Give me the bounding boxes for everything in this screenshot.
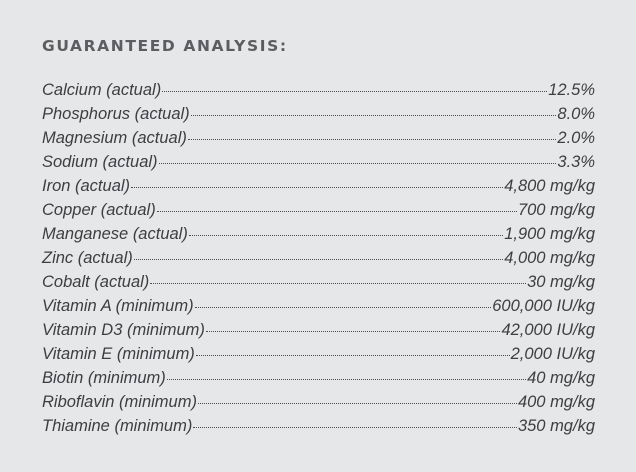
dot-leader	[195, 306, 492, 308]
nutrient-name: Cobalt (actual)	[42, 273, 150, 291]
nutrient-name: Copper (actual)	[42, 201, 156, 219]
nutrient-name: Biotin (minimum)	[42, 369, 166, 387]
analysis-row	[42, 102, 595, 126]
analysis-row	[42, 150, 595, 174]
nutrient-value: 1,900 mg/kg	[504, 225, 595, 243]
dot-leader	[189, 234, 503, 236]
analysis-row	[42, 366, 595, 390]
nutrient-value: 42,000 IU/kg	[501, 321, 595, 339]
nutrient-value: 30 mg/kg	[527, 273, 595, 291]
section-heading: GUARANTEED ANALYSIS:	[42, 37, 288, 55]
dot-leader	[131, 186, 503, 188]
nutrient-name: Vitamin D3 (minimum)	[42, 321, 205, 339]
nutrient-value: 4,000 mg/kg	[504, 249, 595, 267]
dot-leader	[162, 90, 547, 92]
dot-leader	[191, 114, 557, 116]
dot-leader	[157, 210, 517, 212]
nutrient-name: Vitamin E (minimum)	[42, 345, 195, 363]
nutrient-value: 400 mg/kg	[517, 393, 595, 411]
analysis-row	[42, 222, 595, 246]
nutrient-value: 4,800 mg/kg	[504, 177, 595, 195]
dot-leader	[193, 426, 517, 428]
analysis-row	[42, 246, 595, 270]
nutrient-name: Zinc (actual)	[42, 249, 133, 267]
nutrient-name: Vitamin A (minimum)	[42, 297, 194, 315]
nutrient-name: Phosphorus (actual)	[42, 105, 190, 123]
analysis-list	[42, 78, 595, 438]
nutrient-name: Magnesium (actual)	[42, 129, 187, 147]
nutrient-value: 350 mg/kg	[517, 417, 595, 435]
nutrient-name: Riboflavin (minimum)	[42, 393, 197, 411]
dot-leader	[196, 354, 510, 356]
nutrient-name: Iron (actual)	[42, 177, 131, 195]
nutrient-value: 2,000 IU/kg	[510, 345, 595, 363]
nutrient-value: 600,000 IU/kg	[492, 297, 595, 315]
nutrient-value: 3.3%	[557, 153, 595, 171]
analysis-row	[42, 414, 595, 438]
analysis-row	[42, 390, 595, 414]
nutrient-name: Manganese (actual)	[42, 225, 188, 243]
nutrient-name: Calcium (actual)	[42, 81, 162, 99]
nutrient-name: Thiamine (minimum)	[42, 417, 193, 435]
dot-leader	[134, 258, 503, 260]
dot-leader	[167, 378, 526, 380]
dot-leader	[188, 138, 557, 140]
analysis-row	[42, 270, 595, 294]
dot-leader	[206, 330, 501, 332]
analysis-row	[42, 318, 595, 342]
nutrient-value: 2.0%	[557, 129, 595, 147]
nutrient-value: 40 mg/kg	[527, 369, 595, 387]
dot-leader	[159, 162, 557, 164]
nutrient-name: Sodium (actual)	[42, 153, 158, 171]
nutrient-value: 8.0%	[557, 105, 595, 123]
analysis-row	[42, 342, 595, 366]
analysis-row	[42, 78, 595, 102]
analysis-row	[42, 174, 595, 198]
dot-leader	[150, 282, 526, 284]
nutrient-value: 700 mg/kg	[517, 201, 595, 219]
analysis-row	[42, 294, 595, 318]
dot-leader	[198, 402, 517, 404]
analysis-row	[42, 198, 595, 222]
analysis-row	[42, 126, 595, 150]
nutrient-value: 12.5%	[548, 81, 595, 99]
